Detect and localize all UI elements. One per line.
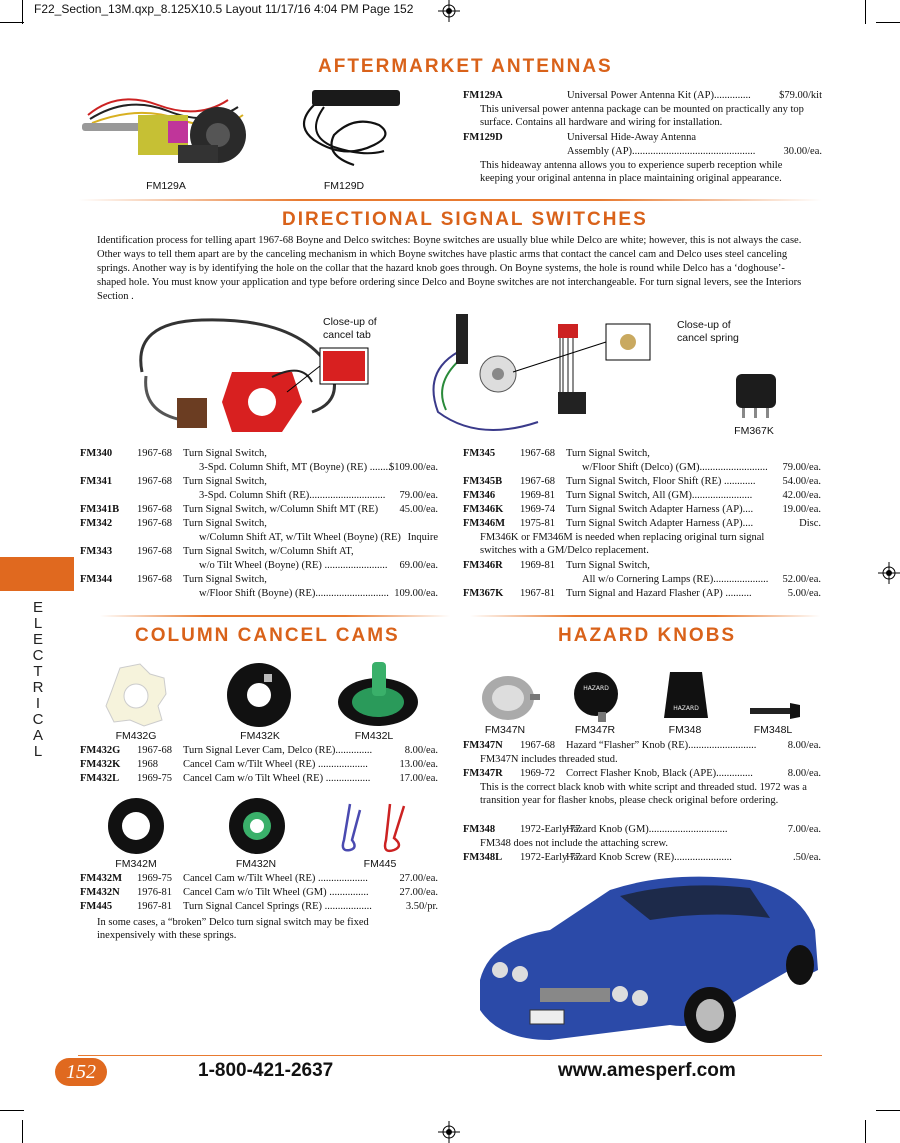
model-years: 1967-68 [520, 740, 555, 751]
product-price: 69.00/ea. [399, 560, 438, 571]
cam-fm432m-image [104, 796, 168, 856]
cam-fm432k-image [224, 660, 294, 730]
model-years: 1968 [137, 759, 158, 770]
section-divider [100, 615, 450, 617]
product-note: This is the correct black knob with white script and threaded stud. 1972 was a transition year for flasher knobs, please check original before ordering. [480, 782, 807, 806]
print-slug: F22_Section_13M.qxp_8.125X10.5 Layout 11/17/16 4:04 PM Page 152 [34, 2, 414, 16]
product-name-line2: w/Column Shift AT, w/Tilt Wheel (Boyne) (RE) [199, 532, 401, 543]
callout-cancel-spring: Close-up of cancel spring [677, 319, 739, 344]
product-price: 19.00/ea. [782, 504, 821, 515]
model-years: 1969-75 [137, 873, 172, 884]
part-number: FM432N [80, 887, 120, 898]
side-label-letter: E [32, 599, 43, 616]
crop-mark [865, 1120, 866, 1143]
product-name: Turn Signal Switch Adapter Harness (AP).... [566, 504, 754, 515]
product-name: Turn Signal and Hazard Flasher (AP) .......... [566, 588, 752, 599]
note-fm346: FM346K or FM346M is needed when replacing original turn signal switches with a GM/Delco replacement. [480, 532, 765, 556]
image-caption: FM445 [363, 858, 397, 870]
side-label-letter: L [33, 615, 43, 632]
image-caption: FM432L [354, 730, 394, 742]
crop-mark [0, 1110, 24, 1111]
part-number: FM346K [463, 504, 504, 515]
section-divider [470, 615, 820, 617]
image-caption: FM367K [734, 425, 774, 437]
registration-mark-icon [438, 0, 460, 22]
knob-script: HAZARD [583, 685, 609, 692]
part-number: FM345 [463, 448, 496, 459]
part-number: FM348L [463, 852, 503, 863]
section-divider [78, 199, 822, 201]
side-label-letter: L [33, 743, 43, 760]
part-number: FM129D [463, 132, 503, 143]
product-name: Turn Signal Cancel Springs (RE) .................. [183, 901, 372, 912]
image-caption: FM432G [115, 730, 157, 742]
product-price: 27.00/ea. [399, 873, 438, 884]
product-price: 79.00/ea. [399, 490, 438, 501]
crop-mark [0, 22, 24, 23]
model-years: 1969-81 [520, 490, 555, 501]
product-price: 45.00/ea. [399, 504, 438, 515]
product-price: 17.00/ea. [399, 773, 438, 784]
product-description: This hideaway antenna allows you to experience superb reception while keeping your original antenna in place maintaining original appearance. [480, 160, 783, 184]
cam-fm432g-image [100, 660, 172, 730]
product-name: Turn Signal Switch, Floor Shift (RE) ............ [566, 476, 756, 487]
part-number: FM346M [463, 518, 505, 529]
cancel-springs-image [330, 800, 420, 858]
model-years: 1969-75 [137, 773, 172, 784]
product-price: 79.00/ea. [782, 462, 821, 473]
knob-fm348-image [658, 664, 714, 724]
model-years: 1969-81 [520, 560, 555, 571]
section-title-cancel-cams: COLUMN CANCEL CAMS [135, 625, 400, 646]
product-price: 8.00/ea. [787, 768, 821, 779]
part-number: FM343 [80, 546, 113, 557]
knob-script: HAZARD [673, 705, 699, 712]
product-name: Turn Signal Switch, w/Column Shift MT (RE) [183, 504, 379, 515]
product-price: 42.00/ea. [782, 490, 821, 501]
part-number: FM346 [463, 490, 496, 501]
knob-fm347n-image [478, 670, 540, 724]
model-years: 1967-81 [520, 588, 555, 599]
part-number: FM341 [80, 476, 113, 487]
product-name-line2: All w/o Cornering Lamps (RE)..................... [582, 574, 769, 585]
product-name-line2: 3-Spd. Column Shift, MT (Boyne) (RE) ........ [199, 462, 391, 473]
part-number: FM342 [80, 518, 113, 529]
footer-rule [78, 1055, 822, 1056]
image-caption: FM432K [240, 730, 280, 742]
image-caption: FM129D [323, 180, 365, 192]
product-name: Cancel Cam w/o Tilt Wheel (GM) ............... [183, 887, 369, 898]
website: www.amesperf.com [558, 1060, 736, 1081]
side-label-letter: C [32, 647, 44, 664]
crop-mark [865, 0, 866, 24]
part-number: FM347N [463, 740, 503, 751]
product-name: Universal Power Antenna Kit (AP).............. [567, 90, 751, 101]
product-name: Cancel Cam w/o Tilt Wheel (RE) ................. [183, 773, 371, 784]
product-name: Hazard Knob (GM).............................. [566, 824, 728, 835]
image-caption: FM342M [115, 858, 157, 870]
part-number: FM432K [80, 759, 121, 770]
model-years: 1969-72 [520, 768, 555, 779]
image-caption: FM129A [146, 180, 186, 192]
model-years: 1967-68 [520, 476, 555, 487]
model-years: 1967-68 [137, 476, 172, 487]
product-name: Turn Signal Switch, [183, 574, 267, 585]
crop-mark [876, 22, 900, 23]
image-caption: FM348 [668, 724, 702, 736]
product-name: Hazard Knob Screw (RE)...................... [566, 852, 732, 863]
model-years: 1976-81 [137, 887, 172, 898]
section-title-hazard-knobs: HAZARD KNOBS [558, 625, 737, 646]
product-name-line2: w/o Tilt Wheel (Boyne) (RE) ........................ [199, 560, 388, 571]
model-years: 1975-81 [520, 518, 555, 529]
product-name: Turn Signal Switch, [183, 518, 267, 529]
product-name: Turn Signal Switch Adapter Harness (AP).... [566, 518, 754, 529]
product-name: Turn Signal Switch, [183, 448, 267, 459]
registration-mark-icon [438, 1121, 460, 1143]
part-number: FM432G [80, 745, 121, 756]
crop-mark [876, 1110, 900, 1111]
model-years: 1969-74 [520, 504, 555, 515]
product-name: Turn Signal Lever Cam, Delco (RE).............. [183, 745, 373, 756]
image-caption: FM347R [574, 724, 616, 736]
product-name: Cancel Cam w/Tilt Wheel (RE) ................... [183, 873, 368, 884]
product-name: Universal Hide-Away Antenna [567, 132, 697, 143]
part-number: FM340 [80, 448, 113, 459]
product-price: $109.00/ea. [389, 462, 438, 473]
product-price: 5.00/ea. [787, 588, 821, 599]
product-name: Turn Signal Switch, [566, 448, 650, 459]
product-name-line2: Assembly (AP)............................................... [567, 146, 756, 157]
part-number: FM346R [463, 560, 503, 571]
part-number: FM432L [80, 773, 120, 784]
product-price: .50/ea. [793, 852, 821, 863]
product-price: $79.00/kit [779, 90, 822, 101]
product-name-line2: w/Floor Shift (Boyne) (RE)............................ [199, 588, 389, 599]
image-caption: FM432N [235, 858, 277, 870]
product-name: Turn Signal Switch, [566, 560, 650, 571]
phone-number: 1-800-421-2637 [198, 1060, 334, 1081]
registration-mark-icon [878, 562, 900, 584]
product-name: Hazard “Flasher” Knob (RE).......................... [566, 740, 757, 751]
side-label-letter: I [35, 695, 41, 712]
crop-mark [22, 1120, 23, 1143]
product-price: 3.50/pr. [405, 901, 438, 912]
part-number: FM345B [463, 476, 503, 487]
product-price: Disc. [799, 518, 821, 529]
knob-fm347r-image [568, 668, 628, 724]
section-title-signal-switches: DIRECTIONAL SIGNAL SWITCHES [282, 209, 648, 230]
model-years: 1967-68 [137, 745, 172, 756]
part-number: FM341B [80, 504, 120, 515]
side-label-letter: A [32, 727, 43, 744]
power-antenna-kit-image [78, 85, 254, 180]
product-price: 30.00/ea. [783, 146, 822, 157]
knob-screw-image [744, 700, 804, 722]
model-years: 1967-81 [137, 901, 172, 912]
product-name: Correct Flasher Knob, Black (APE).............. [566, 768, 753, 779]
model-years: 1967-68 [137, 504, 172, 515]
product-price: 109.00/ea. [394, 588, 438, 599]
cam-fm432n-image [222, 796, 292, 856]
side-section-label [30, 600, 46, 760]
product-name-line2: 3-Spd. Column Shift (RE)............................. [199, 490, 386, 501]
intro-paragraph: Identification process for telling apart 1967-68 Boyne and Delco switches: Boyne switches are usually blue while Delco are white; however, this is not always the case. Other ways to tell them apart are by the canceling mechanism in which Boyne switches have plastic arms that contact the cancel cam and Delco uses steel canceling springs. Another way is by identifying the hole on the collar that the hazard knob goes through. On Boyne systems, the hole is round while Delco has a ‘doghouse’-shaped hole. You must know your application and type before ordering since Delco and Boyne switches are not interchangeable. For turn signal levers, see the Interiors Section . [97, 235, 802, 302]
model-years: 1967-68 [137, 546, 172, 557]
section-title-antennas: AFTERMARKET ANTENNAS [318, 56, 613, 77]
part-number: FM348 [463, 824, 496, 835]
product-name: Turn Signal Switch, w/Column Shift AT, [183, 546, 354, 557]
model-years: 1967-68 [137, 518, 172, 529]
image-caption: FM347N [484, 724, 526, 736]
model-years: 1972-Early 77 [520, 824, 581, 835]
image-caption: FM348L [753, 724, 793, 736]
model-years: 1967-68 [520, 448, 555, 459]
product-price: Inquire [407, 532, 438, 543]
part-number: FM129A [463, 90, 503, 101]
section-tab [0, 557, 74, 591]
side-label-letter: C [32, 711, 44, 728]
page-number: 152 [55, 1058, 107, 1086]
side-label-letter: T [33, 663, 43, 680]
springs-note: In some cases, a “broken” Delco turn signal switch may be fixed inexpensively with these springs. [97, 917, 369, 941]
side-label-letter: R [32, 679, 44, 696]
hideaway-antenna-image [294, 85, 406, 175]
side-label-letter: E [32, 631, 43, 648]
crop-mark [22, 0, 23, 24]
firebird-car-image [470, 870, 822, 1050]
product-price: 52.00/ea. [782, 574, 821, 585]
model-years: 1967-68 [137, 448, 172, 459]
product-note: FM348 does not include the attaching screw. [480, 838, 668, 849]
part-number: FM367K [463, 588, 504, 599]
part-number: FM344 [80, 574, 113, 585]
part-number: FM347R [463, 768, 503, 779]
part-number: FM432M [80, 873, 122, 884]
product-note: FM347N includes threaded stud. [480, 754, 618, 765]
product-row [463, 131, 822, 144]
product-description: This universal power antenna package can be mounted on practically any top surface. Contains all hardware and wiring for installation. [480, 104, 804, 128]
product-price: 8.00/ea. [787, 740, 821, 751]
product-name-line2: w/Floor Shift (Delco) (GM).......................... [582, 462, 768, 473]
cam-fm432l-image [336, 660, 420, 730]
product-price: 13.00/ea. [399, 759, 438, 770]
product-name: Turn Signal Switch, All (GM)....................... [566, 490, 753, 501]
hazard-flasher-image [722, 372, 784, 420]
product-price: 27.00/ea. [399, 887, 438, 898]
callout-cancel-tab: Close-up of cancel tab [323, 316, 377, 341]
product-price: 8.00/ea. [404, 745, 438, 756]
delco-switch-image [418, 312, 658, 444]
product-price: 7.00/ea. [787, 824, 821, 835]
product-name: Cancel Cam w/Tilt Wheel (RE) ................... [183, 759, 368, 770]
product-name: Turn Signal Switch, [183, 476, 267, 487]
model-years: 1972-Early 77 [520, 852, 581, 863]
part-number: FM445 [80, 901, 113, 912]
product-price: 54.00/ea. [782, 476, 821, 487]
model-years: 1967-68 [137, 574, 172, 585]
